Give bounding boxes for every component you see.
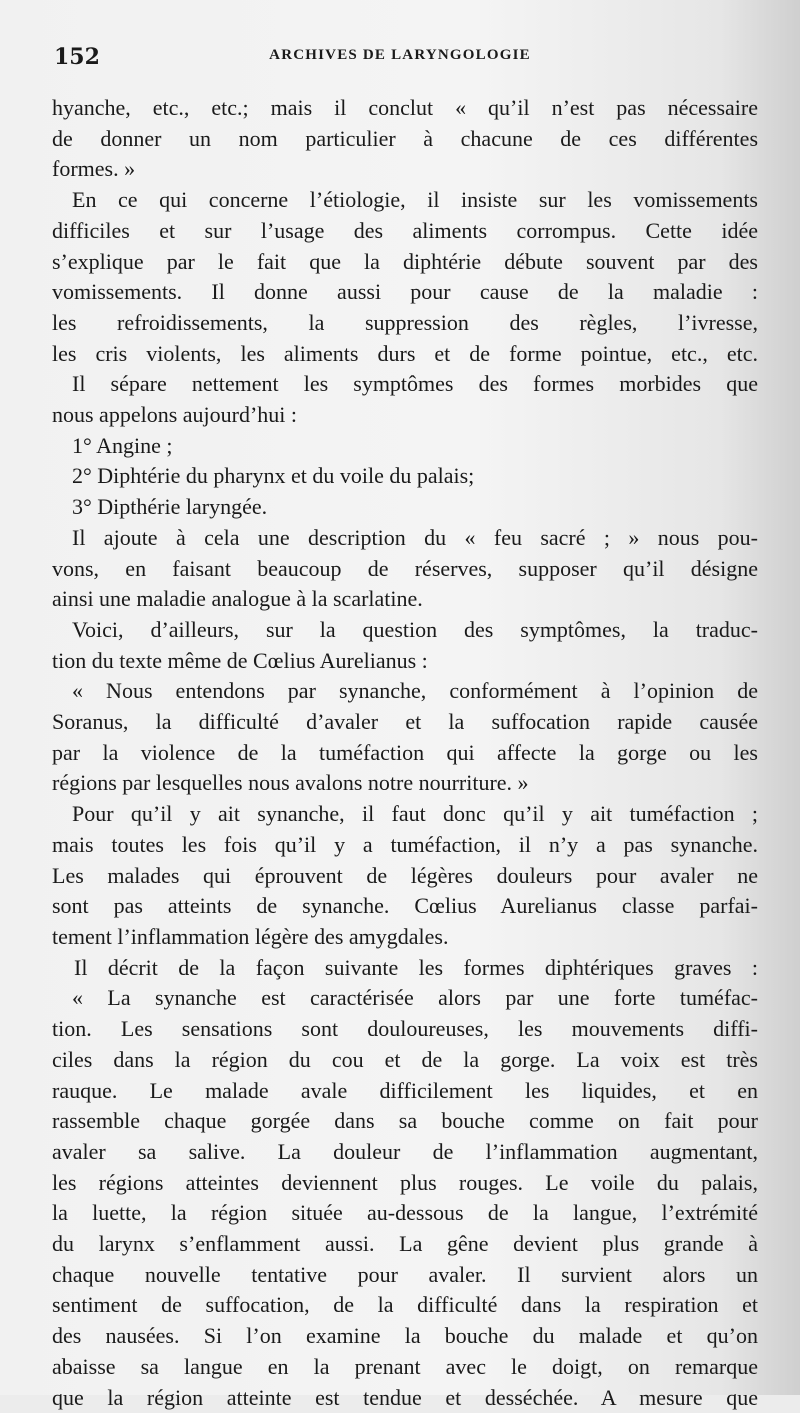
- text-line: mais toutes les fois qu’il y a tuméfaction, il n’y a pas synanche.: [52, 831, 758, 857]
- text-line: sentiment de suffocation, de la difficulté dans la respiration et: [52, 1292, 758, 1318]
- text-line: tion. Les sensations sont douloureuses, les mouvements diffi-: [52, 1016, 758, 1042]
- text-line: « Nous entendons par synanche, conformément à l’opinion de: [72, 678, 758, 704]
- text-line: abaisse sa langue en la prenant avec le doigt, on remarque: [52, 1353, 758, 1379]
- text-line: régions par lesquelles nous avalons notre nourriture. »: [52, 770, 529, 796]
- text-line: Voici, d’ailleurs, sur la question des symptômes, la traduc-: [72, 616, 758, 642]
- text-line: En ce qui concerne l’étiologie, il insiste sur les vomissements: [72, 187, 758, 213]
- text-line: formes. »: [52, 156, 136, 182]
- text-line: des nausées. Si l’on examine la bouche du malade et qu’on: [52, 1323, 758, 1349]
- text-line: de donner un nom particulier à chacune de ces différentes: [52, 125, 758, 151]
- text-line: que la région atteinte est tendue et desséchée. A mesure que: [52, 1384, 758, 1410]
- text-line: la luette, la région située au-dessous de la langue, l’extrémité: [52, 1200, 758, 1226]
- text-line: « La synanche est caractérisée alors par une forte tuméfac-: [72, 985, 758, 1011]
- text-line: 1° Angine ;: [72, 432, 173, 458]
- text-line: Il ajoute à cela une description du « feu sacré ; » nous pou-: [72, 524, 758, 550]
- text-line: les refroidissements, la suppression des règles, l’ivresse,: [52, 309, 758, 335]
- text-line: rauque. Le malade avale difficilement les liquides, et en: [52, 1077, 758, 1103]
- text-line: Il décrit de la façon suivante les formes diphtériques graves :: [74, 954, 758, 980]
- text-line: difficiles et sur l’usage des aliments corrompus. Cette idée: [52, 217, 758, 243]
- text-line: 2° Diphtérie du pharynx et du voile du palais;: [72, 463, 475, 489]
- text-line: rassemble chaque gorgée dans sa bouche comme on fait pour: [52, 1108, 758, 1134]
- body-text: [52, 93, 758, 1413]
- text-line: les cris violents, les aliments durs et de forme pointue, etc., etc.: [52, 340, 758, 366]
- text-line: 3° Dipthérie laryngée.: [72, 494, 268, 520]
- page-number: 152: [54, 44, 100, 70]
- text-line: Soranus, la difficulté d’avaler et la suffocation rapide causée: [52, 709, 758, 735]
- page-header: [54, 44, 746, 74]
- text-line: par la violence de la tuméfaction qui affecte la gorge ou les: [52, 739, 758, 765]
- text-line: nous appelons aujourd’hui :: [52, 402, 298, 428]
- text-line: vomissements. Il donne aussi pour cause de la maladie :: [52, 279, 758, 305]
- text-line: vons, en faisant beaucoup de réserves, supposer qu’il désigne: [52, 555, 758, 581]
- text-line: hyanche, etc., etc.; mais il conclut « qu’il n’est pas nécessaire: [52, 95, 758, 120]
- running-head: ARCHIVES DE LARYNGOLOGIE: [269, 47, 531, 63]
- text-line: ciles dans la région du cou et de la gorge. La voix est très: [52, 1046, 758, 1072]
- text-line: s’explique par le fait que la diphtérie débute souvent par des: [52, 248, 758, 274]
- text-line: Pour qu’il y ait synanche, il faut donc qu’il y ait tuméfaction ;: [72, 801, 758, 827]
- text-line: tement l’inflammation légère des amygdales.: [52, 923, 449, 949]
- text-line: Il sépare nettement les symptômes des formes morbides que: [72, 371, 758, 397]
- text-line: ainsi une maladie analogue à la scarlatine.: [52, 586, 423, 612]
- text-line: chaque nouvelle tentative pour avaler. Il survient alors un: [52, 1261, 758, 1287]
- text-line: du larynx s’enflamment aussi. La gêne devient plus grande à: [52, 1231, 758, 1257]
- text-line: sont pas atteints de synanche. Cœlius Aurelianus classe parfai-: [52, 893, 758, 919]
- text-line: avaler sa salive. La douleur de l’inflammation augmentant,: [52, 1138, 758, 1164]
- text-line: tion du texte même de Cœlius Aurelianus :: [52, 647, 428, 673]
- text-line: les régions atteintes deviennent plus rouges. Le voile du palais,: [52, 1169, 758, 1195]
- text-line: Les malades qui éprouvent de légères douleurs pour avaler ne: [52, 862, 758, 888]
